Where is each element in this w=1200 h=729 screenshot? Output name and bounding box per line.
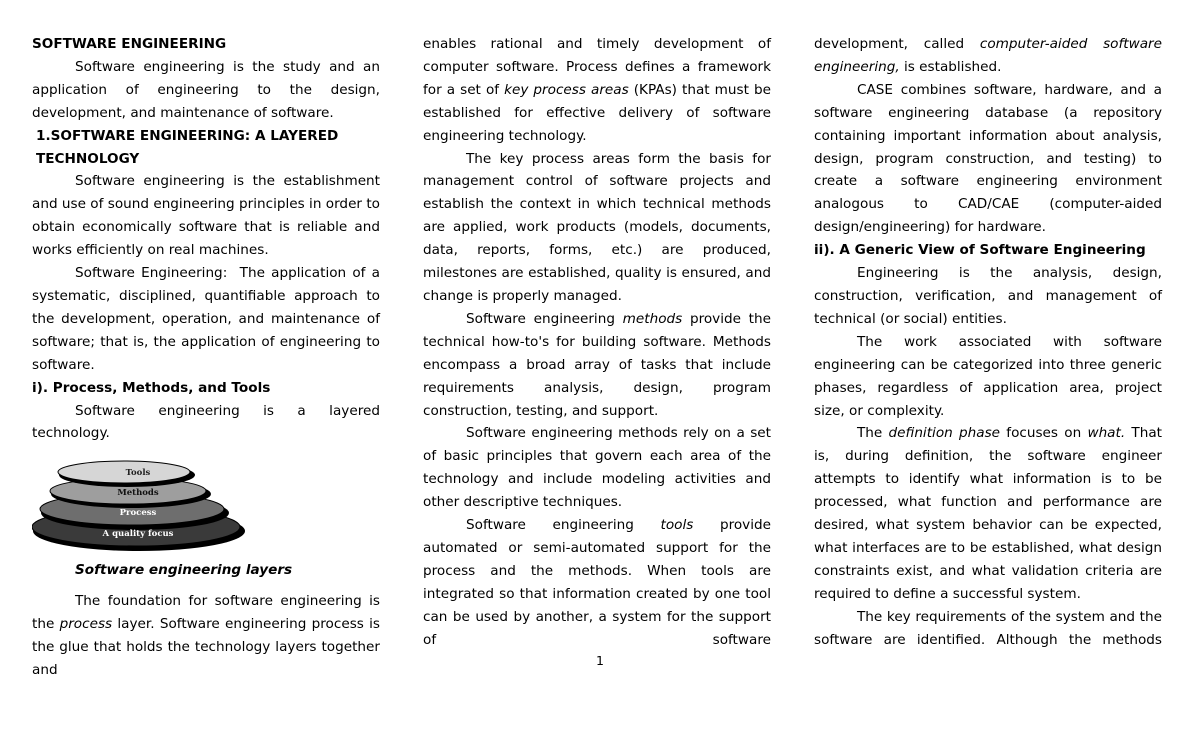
paragraph-text: Software Engineering: The application of a systematic, disciplined, quantifiable approach to the development, operation, and maintenance of software; that is, the application of engineering to software. [32, 265, 385, 373]
paragraph-text: (KPAs) that must be established for effective delivery of software engineering technology. [423, 81, 771, 144]
paragraph: Software engineering is the study and an application of engineering to the design, development, and maintenance of software. [32, 58, 380, 121]
emphasis: definition phase [888, 425, 1001, 442]
paragraph: CASE combines software, hardware, and a software engineering database (a repository containing important information about analysis, design, program construction, and testing) to create a software engineering environment analogous to CAD/CAE (computer-aided design/engineering) for hardware. [814, 81, 1162, 236]
paragraph: The key process areas form the basis for management control of software projects and establish the context in which technical methods are applied, work products (models, documents, data, reports, forms, etc.) are produced, milestones are established, quality is ensured, and change is properly managed. [423, 150, 771, 304]
paragraph [423, 33, 771, 148]
page-number: 1 [596, 653, 604, 668]
document-title: SOFTWARE ENGINEERING [32, 36, 227, 52]
paragraph-text: provide the technical how-to's for building software. Methods encompass a broad array of tasks that include requirements analysis, design, program construction, testing, and support. [423, 310, 771, 419]
layer-label-quality-focus: A quality focus [102, 529, 174, 540]
paragraph: Software engineering is a layered technology. [32, 402, 380, 442]
heading-line: TECHNOLOGY [36, 150, 140, 167]
column-3 [814, 33, 1162, 651]
paragraph-text: is established. [899, 58, 1002, 75]
emphasis: process [59, 616, 113, 633]
paragraph-text: The foundation for software engineering is the [32, 593, 380, 633]
emphasis: tools [660, 517, 694, 534]
emphasis: computer-aided software engineering, [814, 36, 1162, 75]
paragraph [814, 422, 1162, 605]
subsection-heading: ii). A Generic View of Software Engineering [814, 242, 1146, 259]
column-2 [423, 33, 771, 651]
section-heading [32, 125, 380, 171]
paragraph [814, 33, 1162, 79]
paragraph-text: focuses on [1000, 425, 1088, 442]
paragraph-text: layer. Software engineering process is the glue that holds the technology layers together and [32, 616, 380, 678]
layer-label-tools: Tools [125, 468, 151, 479]
paragraph-text: provide automated or semi-automated support for the process and the methods. When tools are integrated so that information created by one tool can be used by another, a system for the support of software [423, 517, 771, 648]
paragraph [32, 590, 380, 682]
paragraph [32, 262, 385, 377]
layer-label-process: Process [119, 508, 157, 519]
figure-caption: Software engineering layers [75, 562, 293, 579]
heading-line: 1.SOFTWARE ENGINEERING: A LAYERED [36, 127, 339, 144]
subsection-heading: i). Process, Methods, and Tools [32, 379, 271, 396]
paragraph-text: development, called [814, 36, 980, 52]
paragraph [423, 308, 771, 423]
paragraph-text: The [857, 425, 889, 442]
column-1 [32, 33, 385, 682]
paragraph: The work associated with software engineering can be categorized into three generic phases, regardless of application area, project size, or complexity. [814, 333, 1162, 419]
paragraph: Engineering is the analysis, design, construction, verification, and management of technical (or social) entities. [814, 265, 1162, 327]
paragraph-text: Software engineering [466, 310, 623, 327]
paragraph: Software engineering is the establishment and use of sound engineering principles in order to obtain economically software that is reliable and works efficiently on real machines. [32, 173, 380, 259]
layers-diagram [32, 445, 262, 559]
paragraph-text: Software engineering [466, 517, 661, 534]
paragraph-text: enables rational and timely development of computer software. Process defines a framework for a set of [423, 36, 771, 98]
paragraph: Software engineering methods rely on a set of basic principles that govern each area of the technology and include modeling activities and other descriptive techniques. [423, 425, 771, 511]
paragraph-text: That is, during definition, the software engineer attempts to identify what information is to be processed, what function and performance are desired, what system behavior can be expected, what interfaces are to be established, what design constraints exist, and what validation criteria are required to define a successful system. [814, 425, 1163, 602]
emphasis: methods [622, 310, 683, 327]
emphasis: key process areas [504, 81, 629, 98]
layer-label-methods: Methods [117, 488, 159, 499]
paragraph: The key requirements of the system and the software are identified. Although the methods [814, 608, 1162, 648]
paragraph [423, 514, 771, 651]
layers-figure [32, 445, 380, 559]
layer-tools [58, 461, 190, 483]
emphasis: what. [1087, 425, 1126, 442]
